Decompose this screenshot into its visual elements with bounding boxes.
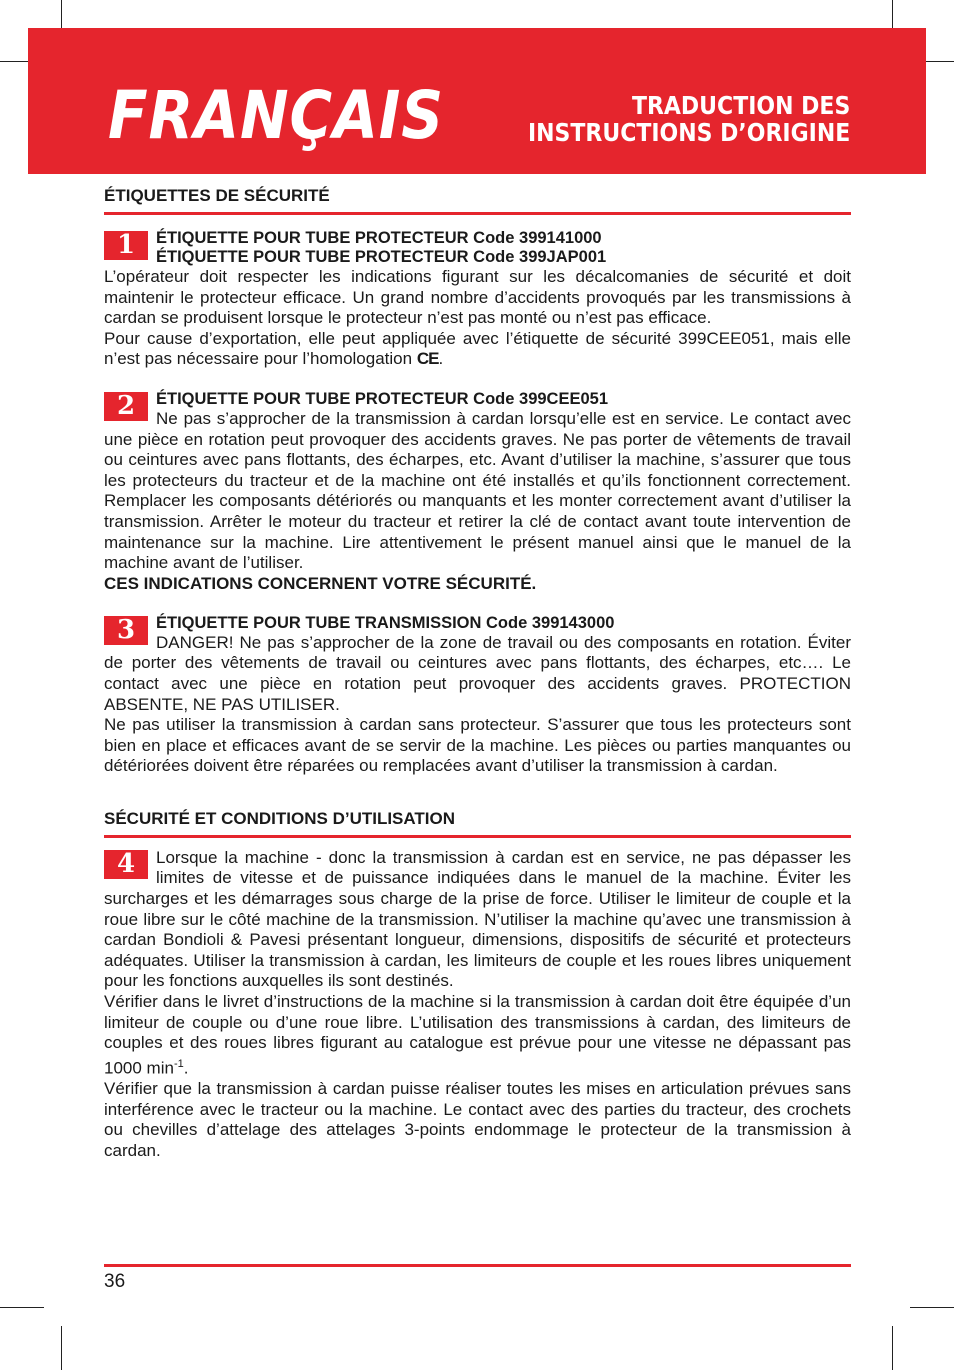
conditions-item-4 <box>104 848 851 1162</box>
label-item-3 <box>104 614 851 777</box>
item-bold-line: CES INDICATIONS CONCERNENT VOTRE SÉCURITÉ. <box>104 573 537 593</box>
page-header <box>28 28 926 174</box>
page-content <box>104 186 851 1161</box>
item-number-badge: 3 <box>104 616 148 645</box>
label-item-2 <box>104 390 851 594</box>
crop-mark <box>892 1326 893 1370</box>
item-paragraph: Ne pas utiliser la transmission à cardan sans protecteur. S’assurer que tous les protecteurs sont bien en place et efficaces avant de se servir de la machine. Les pièces ou parties manquantes ou détériorées doivent être réparées ou remplacées avant d’utiliser la transmission à cardan. <box>104 715 851 776</box>
ce-mark-icon: CE <box>416 349 439 369</box>
item-paragraph: Vérifier que la transmission à cardan puisse réaliser toutes les mises en articulation prévues sans interférence avec le tracteur ou la machine. Le contact avec des parties du tracteur, des crochets ou chevilles d’attelage des attelages 3-points endommage le protecteur de la transmission à cardan. <box>104 1079 851 1160</box>
item-paragraph: Pour cause d’exportation, elle peut appliquée avec l’étiquette de sécurité 399CEE051, mais elle n’est pas nécessaire pour l’homologation CE. <box>104 328 851 369</box>
item-number-badge: 4 <box>104 850 148 879</box>
item-paragraph-text: Vérifier dans le livret d’instructions de la machine si la transmission à cardan doit être équipée d’un limiteur de couple ou d’une roue libre. L’utilisation des transmissions à cardan, des limiteurs de couples et des roues libres figurant au catalogue est prévue pour une vitesse ne dépassant pas 1000 min <box>104 992 851 1078</box>
item-paragraph: L’opérateur doit respecter les indications figurant sur les décalcomanies de sécurité et doit maintenir le protecteur efficace. Un grand nombre d’accidents provoqués par les transmissions à cardan se produisent lorsque le protecteur n’est pas monté ou n’est pas efficace. <box>104 267 851 328</box>
crop-mark <box>61 1326 62 1370</box>
crop-mark <box>0 1307 44 1308</box>
superscript-exponent: -1 <box>173 1057 184 1070</box>
item-heading: ÉTIQUETTE POUR TUBE PROTECTEUR Code 399CEE051 <box>156 389 609 408</box>
crop-mark <box>910 1307 954 1308</box>
subtitle-line-1: TRADUCTION DES <box>631 91 850 120</box>
item-paragraph: DANGER! Ne pas s’approcher de la zone de travail ou des composants en rotation. Éviter de porter des vêtements de travail ou ceintures avec pans flottants, des écharpes, etc…. Le contact avec une pièce en rotation peut provoquer des accidents graves. PROTECTION ABSENTE, NE PAS UTILISER. <box>104 632 851 714</box>
subtitle-line-2: INSTRUCTIONS D’ORIGINE <box>527 118 850 147</box>
page-number: 36 <box>104 1271 126 1292</box>
item-heading: ÉTIQUETTE POUR TUBE TRANSMISSION Code 399143000 <box>156 613 615 632</box>
spacer <box>104 777 851 809</box>
item-number-badge: 1 <box>104 231 148 260</box>
header-subtitle <box>528 92 850 146</box>
item-paragraph: Vérifier dans le livret d’instructions de la machine si la transmission à cardan doit être équipée d’un limiteur de couple ou d’une roue libre. L’utilisation des transmissions à cardan, des limiteurs de couples et des roues libres figurant au catalogue est prévue pour une vitesse ne dépassant pas 1000 $\min^{-1}$. <box>104 992 851 1078</box>
section-title-safety-conditions: SÉCURITÉ ET CONDITIONS D’UTILISATION <box>104 809 851 838</box>
item-heading: ÉTIQUETTE POUR TUBE PROTECTEUR Code 399141000 <box>156 229 602 247</box>
footer-rule <box>104 1264 851 1267</box>
item-paragraph-text: Pour cause d’exportation, elle peut appliquée avec l’étiquette de sécurité 399CEE051, mais elle n’est pas nécessaire pour l’homologation <box>104 328 851 369</box>
item-paragraph: Ne pas s’approcher de la transmission à cardan lorsqu’elle est en service. Le contact avec une pièce en rotation peut provoquer des accidents graves. Ne pas porter de vêtements de travail ou ceintures avec pans flottants, des écharpes, etc. Avant d’utiliser la machine, s’assurer que tous les protecteurs du tracteur et de la machine ont été installés et qu’ils fonctionnent correctement. Remplacer les composants détériorés ou manquants et les monter correctement avant d’utiliser la transmission. Arrêter le moteur du tracteur et retirer la clé de contact avant toute intervention de maintenance sur la machine. Lire attentivement le présent manuel ainsi que le manuel de la machine avant de l’utiliser. <box>104 408 851 573</box>
section-title-safety-labels: ÉTIQUETTES DE SÉCURITÉ <box>104 186 851 215</box>
item-number-badge: 2 <box>104 392 148 421</box>
label-item-1 <box>104 229 851 370</box>
item-paragraph: Lorsque la machine - donc la transmission à cardan est en service, ne pas dépasser les limites de vitesse et de puissance indiquées dans le manuel de la machine. Éviter les surcharges et les démarrages sous charge de la prise de force. Utiliser le limiteur de couple et la roue libre sur le côté machine de la transmission. N’utiliser la machine qu’avec une transmission à cardan Bondioli & Pavesi présentant longueur, dimensions, dispositifs de sécurité et protecteurs adéquates. Utiliser la transmission à cardan, les limiteurs de couple et les roues libres uniquement pour les fonctions auxquelles ils sont destinés. <box>104 847 851 991</box>
item-heading: ÉTIQUETTE POUR TUBE PROTECTEUR Code 399JAP001 <box>156 248 607 266</box>
language-title: FRANÇAIS <box>108 77 445 154</box>
